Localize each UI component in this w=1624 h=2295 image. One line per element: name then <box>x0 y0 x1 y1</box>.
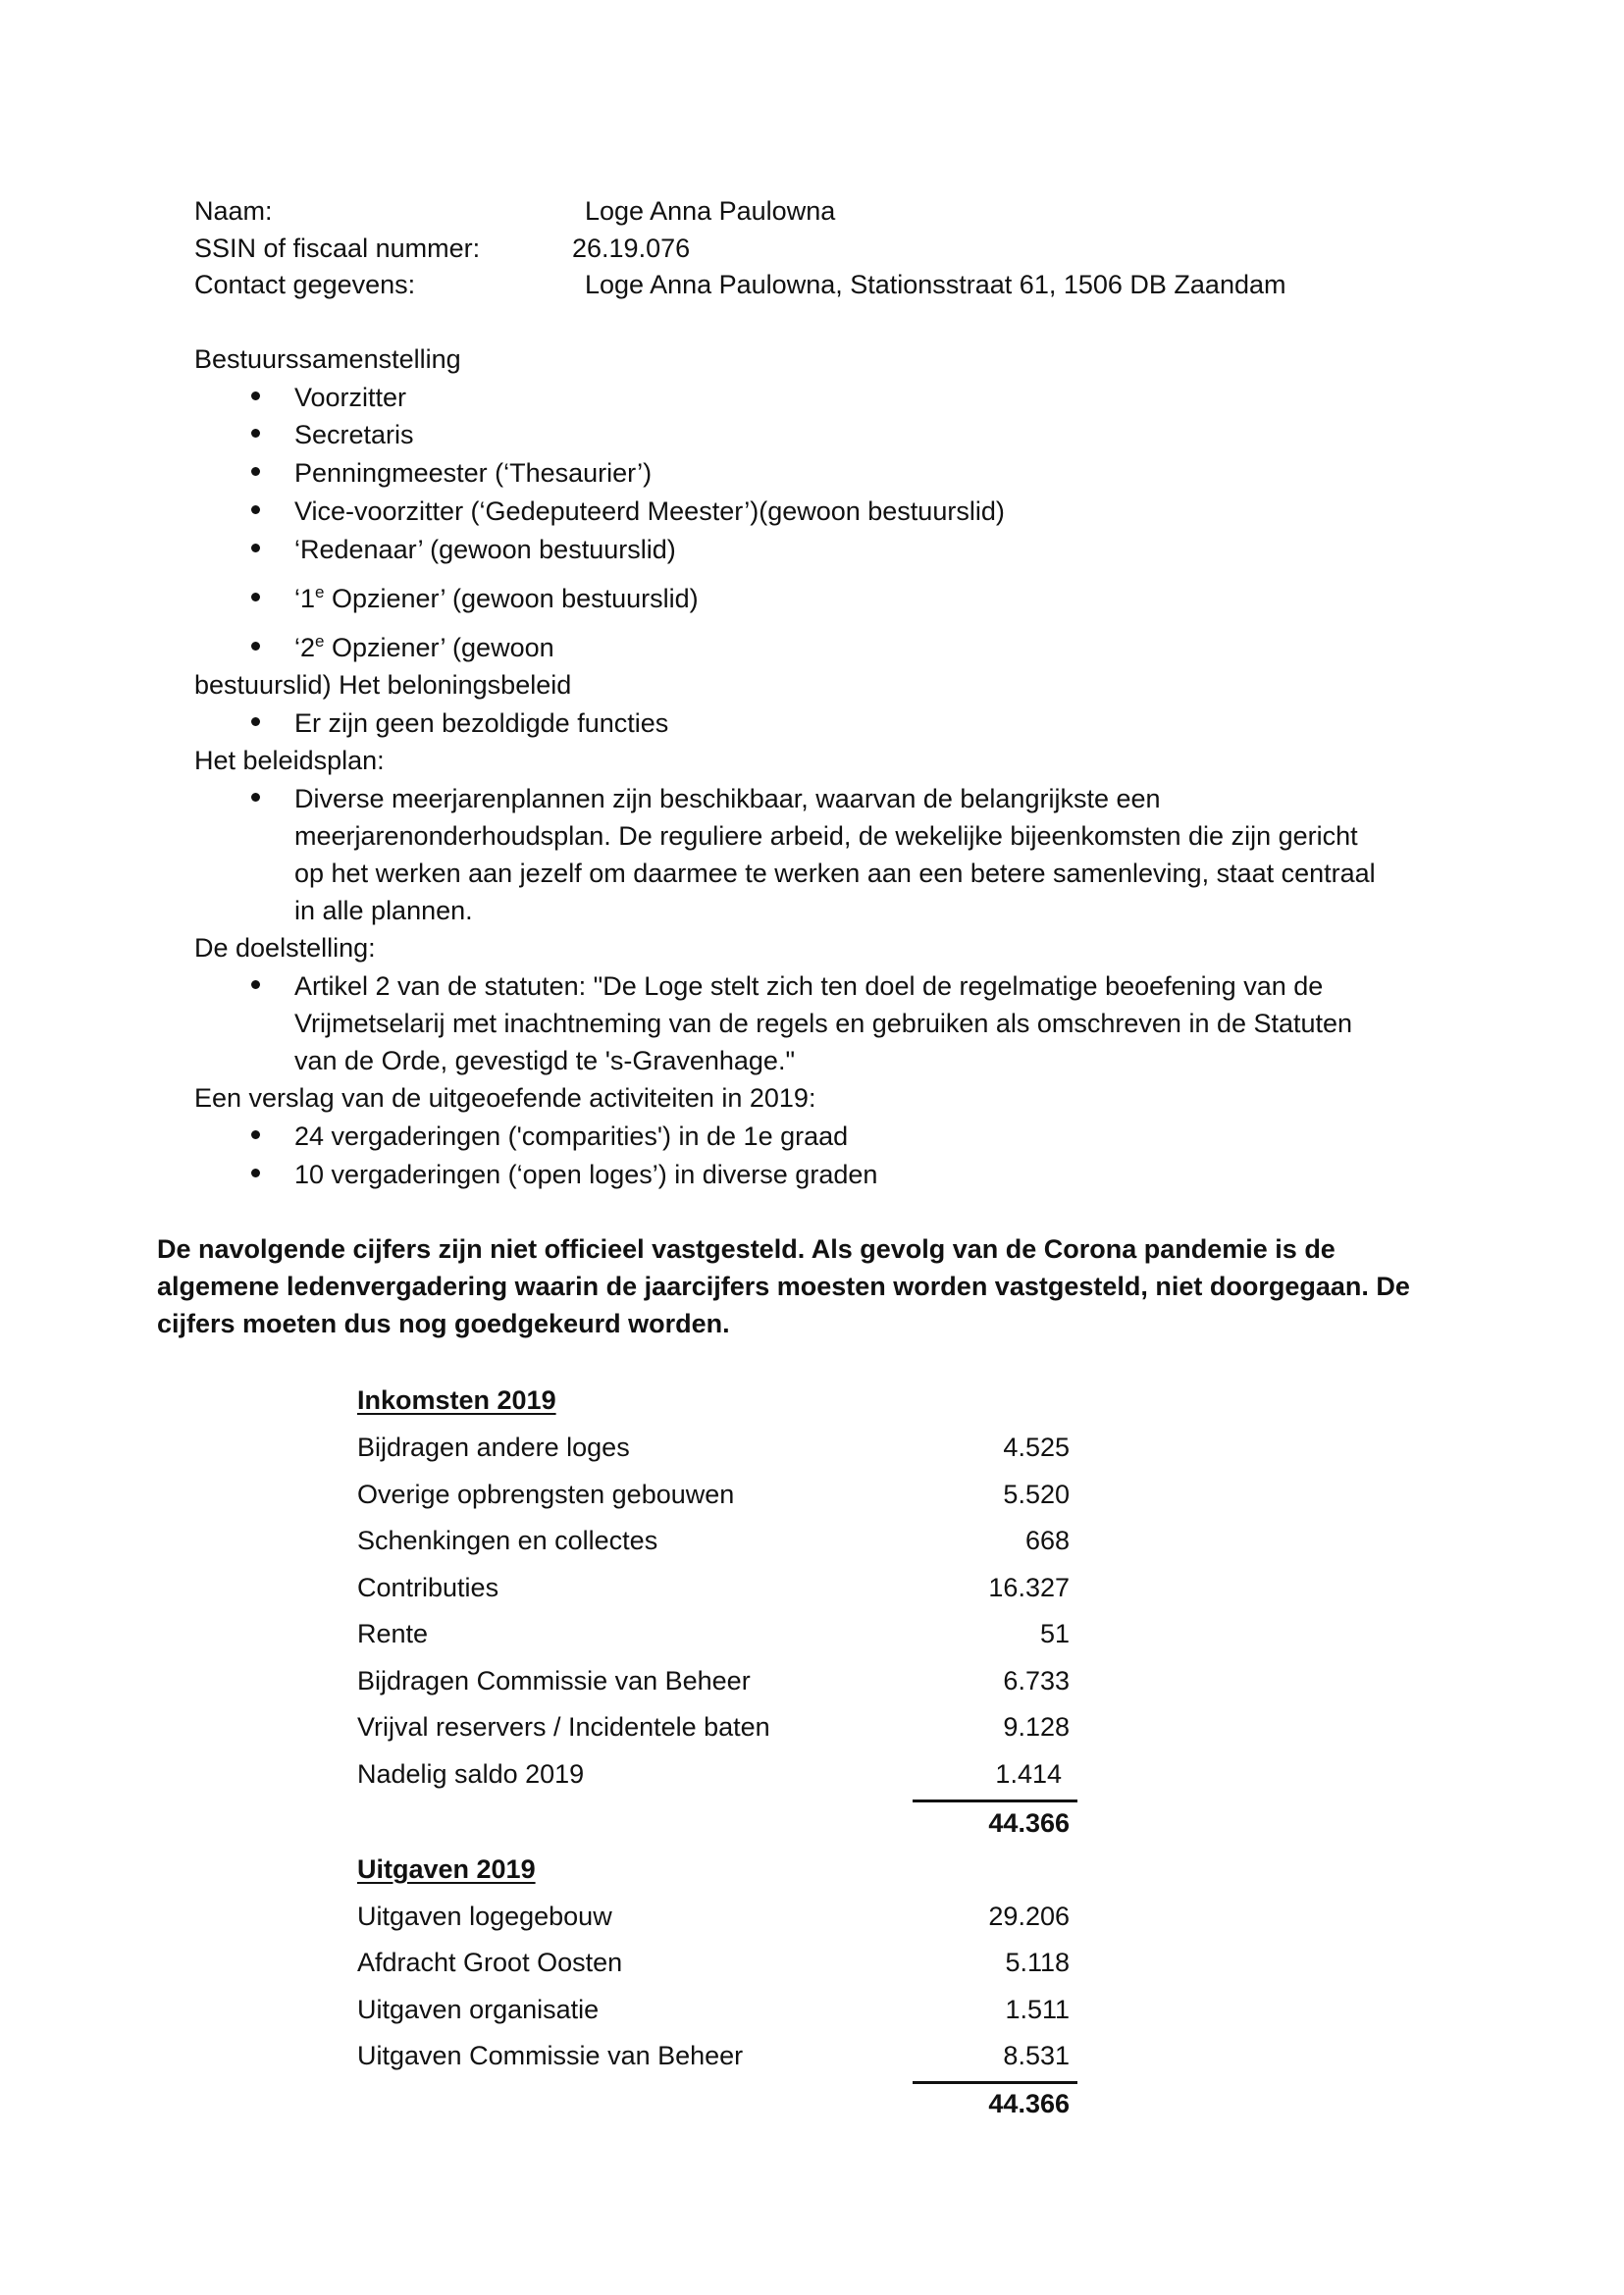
bullet-icon <box>251 793 260 802</box>
notice-line: cijfers moeten dus nog goedgekeurd worden. <box>157 1309 730 1338</box>
uitgaven-title: Uitgaven 2019 <box>357 1854 536 1884</box>
bullet-icon <box>251 429 260 438</box>
bestuur-item: Vice-voorzitter (‘Gedeputeerd Meester’)(gewoon bestuurslid) <box>294 496 1005 526</box>
verslag-item: 24 vergaderingen ('comparities') in de 1e graad <box>294 1121 849 1151</box>
beleidsplan-line: op het werken aan jezelf om daarmee te werken aan een betere samenleving, staat centraal <box>294 859 1376 888</box>
doelstelling-line: Vrijmetselarij met inachtneming van de regels en gebruiken als omschreven in de Statuten <box>294 1009 1353 1038</box>
bestuur-item: Secretaris <box>294 420 414 449</box>
beleidsplan-line: in alle plannen. <box>294 896 473 925</box>
bullet-icon <box>251 1130 260 1139</box>
bullet-icon <box>251 717 260 726</box>
inkomsten-row-value: 9.128 <box>1003 1712 1070 1742</box>
uitgaven-row-value: 5.118 <box>1005 1948 1070 1977</box>
inkomsten-row-label: Rente <box>357 1619 429 1648</box>
bullet-icon <box>251 467 260 476</box>
doelstelling-line: van de Orde, gevestigd te 's-Gravenhage." <box>294 1046 796 1075</box>
beloning-heading-line: bestuurslid) Het beloningsbeleid <box>194 670 572 700</box>
verslag-title: Een verslag van de uitgeoefende activiteiten in 2019: <box>194 1083 816 1113</box>
inkomsten-row-label: Overige opbrengsten gebouwen <box>357 1480 735 1509</box>
naam-value: Loge Anna Paulowna <box>585 196 836 226</box>
inkomsten-row-value: 4.525 <box>1003 1433 1070 1462</box>
naam-label: Naam: <box>194 196 273 226</box>
inkomsten-row-value: 16.327 <box>988 1573 1070 1602</box>
inkomsten-row-label: Bijdragen andere loges <box>357 1433 630 1462</box>
uitgaven-row-value: 29.206 <box>988 1902 1070 1931</box>
uitgaven-row-label: Uitgaven Commissie van Beheer <box>357 2041 744 2070</box>
bullet-icon <box>251 642 260 651</box>
ssin-label: SSIN of fiscaal nummer: <box>194 234 481 263</box>
bestuur-item-opziener-1: ‘1e Opziener’ (gewoon bestuurslid) <box>294 583 699 613</box>
inkomsten-row-value: 51 <box>1039 1619 1070 1648</box>
inkomsten-row-value: 6.733 <box>1003 1666 1070 1695</box>
inkomsten-total-rule <box>913 1799 1077 1802</box>
uitgaven-row-value: 1.511 <box>1005 1995 1070 2024</box>
uitgaven-row-label: Uitgaven organisatie <box>357 1995 600 2024</box>
beleidsplan-line: meerjarenonderhoudsplan. De reguliere arbeid, de wekelijke bijeenkomsten die zijn gericht <box>294 821 1358 851</box>
inkomsten-row-label: Contributies <box>357 1573 499 1602</box>
inkomsten-row-value: 668 <box>1024 1526 1070 1555</box>
inkomsten-row-label: Nadelig saldo 2019 <box>357 1759 585 1789</box>
bullet-icon <box>251 593 260 601</box>
notice-line: De navolgende cijfers zijn niet officieel vastgesteld. Als gevolg van de Corona pandemie is de <box>157 1234 1336 1264</box>
bestuur-item: Voorzitter <box>294 383 407 412</box>
uitgaven-row-label: Uitgaven logegebouw <box>357 1902 612 1931</box>
beleidsplan-line: Diverse meerjarenplannen zijn beschikbaar, waarvan de belangrijkste een <box>294 784 1161 813</box>
inkomsten-row-label: Vrijval reservers / Incidentele baten <box>357 1712 770 1742</box>
uitgaven-total: 44.366 <box>988 2089 1070 2118</box>
inkomsten-total: 44.366 <box>988 1808 1070 1838</box>
inkomsten-title: Inkomsten 2019 <box>357 1385 556 1415</box>
bullet-icon <box>251 505 260 514</box>
bullet-icon <box>251 391 260 400</box>
verslag-item: 10 vergaderingen (‘open loges’) in diverse graden <box>294 1160 878 1189</box>
doelstelling-line: Artikel 2 van de statuten: "De Loge stelt zich ten doel de regelmatige beoefening van de <box>294 971 1324 1001</box>
bullet-icon <box>251 980 260 989</box>
bestuur-item-opziener-2: ‘2e Opziener’ (gewoon <box>294 632 554 662</box>
bestuur-item: Penningmeester (‘Thesaurier’) <box>294 458 653 488</box>
contact-label: Contact gegevens: <box>194 270 416 299</box>
notice-line: algemene ledenvergadering waarin de jaarcijfers moesten worden vastgesteld, niet doorgegaan. De <box>157 1272 1410 1301</box>
bullet-icon <box>251 1169 260 1177</box>
uitgaven-row-label: Afdracht Groot Oosten <box>357 1948 623 1977</box>
bullet-icon <box>251 544 260 552</box>
inkomsten-row-value: 5.520 <box>1003 1480 1070 1509</box>
inkomsten-row-value: 1.414 <box>995 1759 1062 1789</box>
bestuur-title: Bestuurssamenstelling <box>194 344 461 374</box>
ssin-value: 26.19.076 <box>572 234 691 263</box>
doelstelling-title: De doelstelling: <box>194 933 376 963</box>
uitgaven-total-rule <box>913 2081 1077 2084</box>
beloning-item: Er zijn geen bezoldigde functies <box>294 708 669 738</box>
bestuur-item: ‘Redenaar’ (gewoon bestuurslid) <box>294 535 676 564</box>
contact-value: Loge Anna Paulowna, Stationsstraat 61, 1506 DB Zaandam <box>585 270 1286 299</box>
beleidsplan-title: Het beleidsplan: <box>194 746 385 775</box>
inkomsten-row-label: Schenkingen en collectes <box>357 1526 658 1555</box>
uitgaven-row-value: 8.531 <box>1003 2041 1070 2070</box>
inkomsten-row-label: Bijdragen Commissie van Beheer <box>357 1666 751 1695</box>
